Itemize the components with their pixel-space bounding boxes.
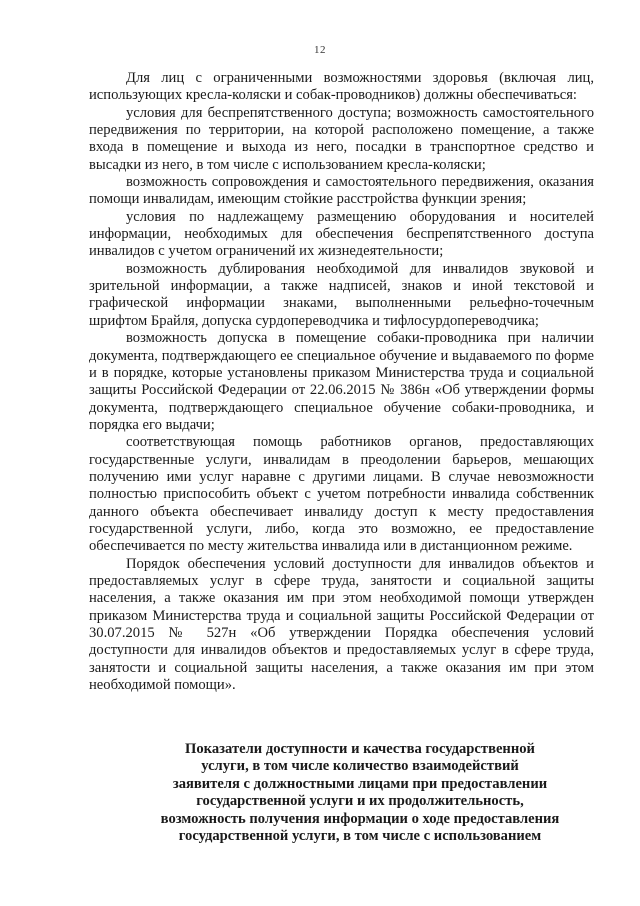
- heading-line: услуги, в том числе количество взаимодействий: [201, 758, 519, 775]
- heading-line: государственной услуги и их продолжительность,: [196, 793, 524, 810]
- section-heading: [120, 741, 600, 845]
- heading-line: государственной услуги, в том числе с использованием: [178, 828, 542, 845]
- paragraph-equipment: условия по надлежащему размещению оборудования и носителей информации, необходимых для обеспечения беспрепятственного доступа инвалидов с учетом ограничений их жизнедеятельности;: [89, 208, 594, 260]
- paragraph-procedure: Порядок обеспечения условий доступности для инвалидов объектов и предоставляемых услуг в сфере труда, занятости и социальной защиты населения, а также оказания им при этом необходимой помощи утвержден приказом Министерства труда и социальной защиты Российской Федерации от 30.07.2015 № 527н «Об утверждении Порядка обеспечения условий доступности для инвалидов объектов и предоставляемых услуг в сфере труда, занятости и социальной защиты населения, а также оказания им при этом необходимой помощи».: [89, 555, 594, 694]
- paragraph-escort: возможность сопровождения и самостоятельного передвижения, оказания помощи инвалидам, имеющим стойкие расстройства функции зрения;: [89, 174, 594, 208]
- body-text: [89, 70, 594, 694]
- paragraph-braille: возможность дублирования необходимой для инвалидов звуковой и зрительной информации, а также надписей, знаков и иной текстовой и графической информации знаками, выполненными рельефно-точечным шрифтом Брайля, допуска сурдопереводчика и тифлосурдопереводчика;: [89, 260, 594, 329]
- page-number: 12: [314, 44, 326, 56]
- paragraph-access-conditions: условия для беспрепятственного доступа; возможность самостоятельного передвижения по территории, на которой расположено помещение, а также входа в помещение и выхода из него, посадки в транспортное средство и высадки из него, в том числе с использованием кресла-коляски;: [89, 104, 594, 173]
- heading-line: заявителя с должностными лицами при предоставлении: [172, 775, 548, 792]
- heading-line: Показатели доступности и качества государственной: [185, 741, 535, 757]
- paragraph-guide-dog: возможность допуска в помещение собаки-проводника при наличии документа, подтверждающего ее специальное обучение и выдаваемого по форме и в порядке, которые установлены приказом Министерства труда и социальной защиты Российской Федерации от 22.06.2015 № 386н «Об утверждении формы документа, подтверждающего специальное обучение собаки-проводника, и порядка его выдачи;: [89, 330, 594, 433]
- heading-line: возможность получения информации о ходе предоставления: [160, 810, 560, 827]
- paragraph-assistance: соответствующая помощь работников органов, предоставляющих государственные услуги, инвалидам в преодолении барьеров, мешающих получению ими услуг наравне с другими лицами. В случае невозможности полностью приспособить объект с учетом потребности инвалида собственник данного объекта обеспечивает инвалиду доступ к месту предоставления государственной услуги, либо, когда это возможно, ее предоставление обеспечивается по месту жительства инвалида или в дистанционном режиме.: [89, 434, 594, 555]
- paragraph-intro: Для лиц с ограниченными возможностями здоровья (включая лиц, использующих кресла-коляски и собак-проводников) должны обеспечиваться:: [89, 70, 594, 104]
